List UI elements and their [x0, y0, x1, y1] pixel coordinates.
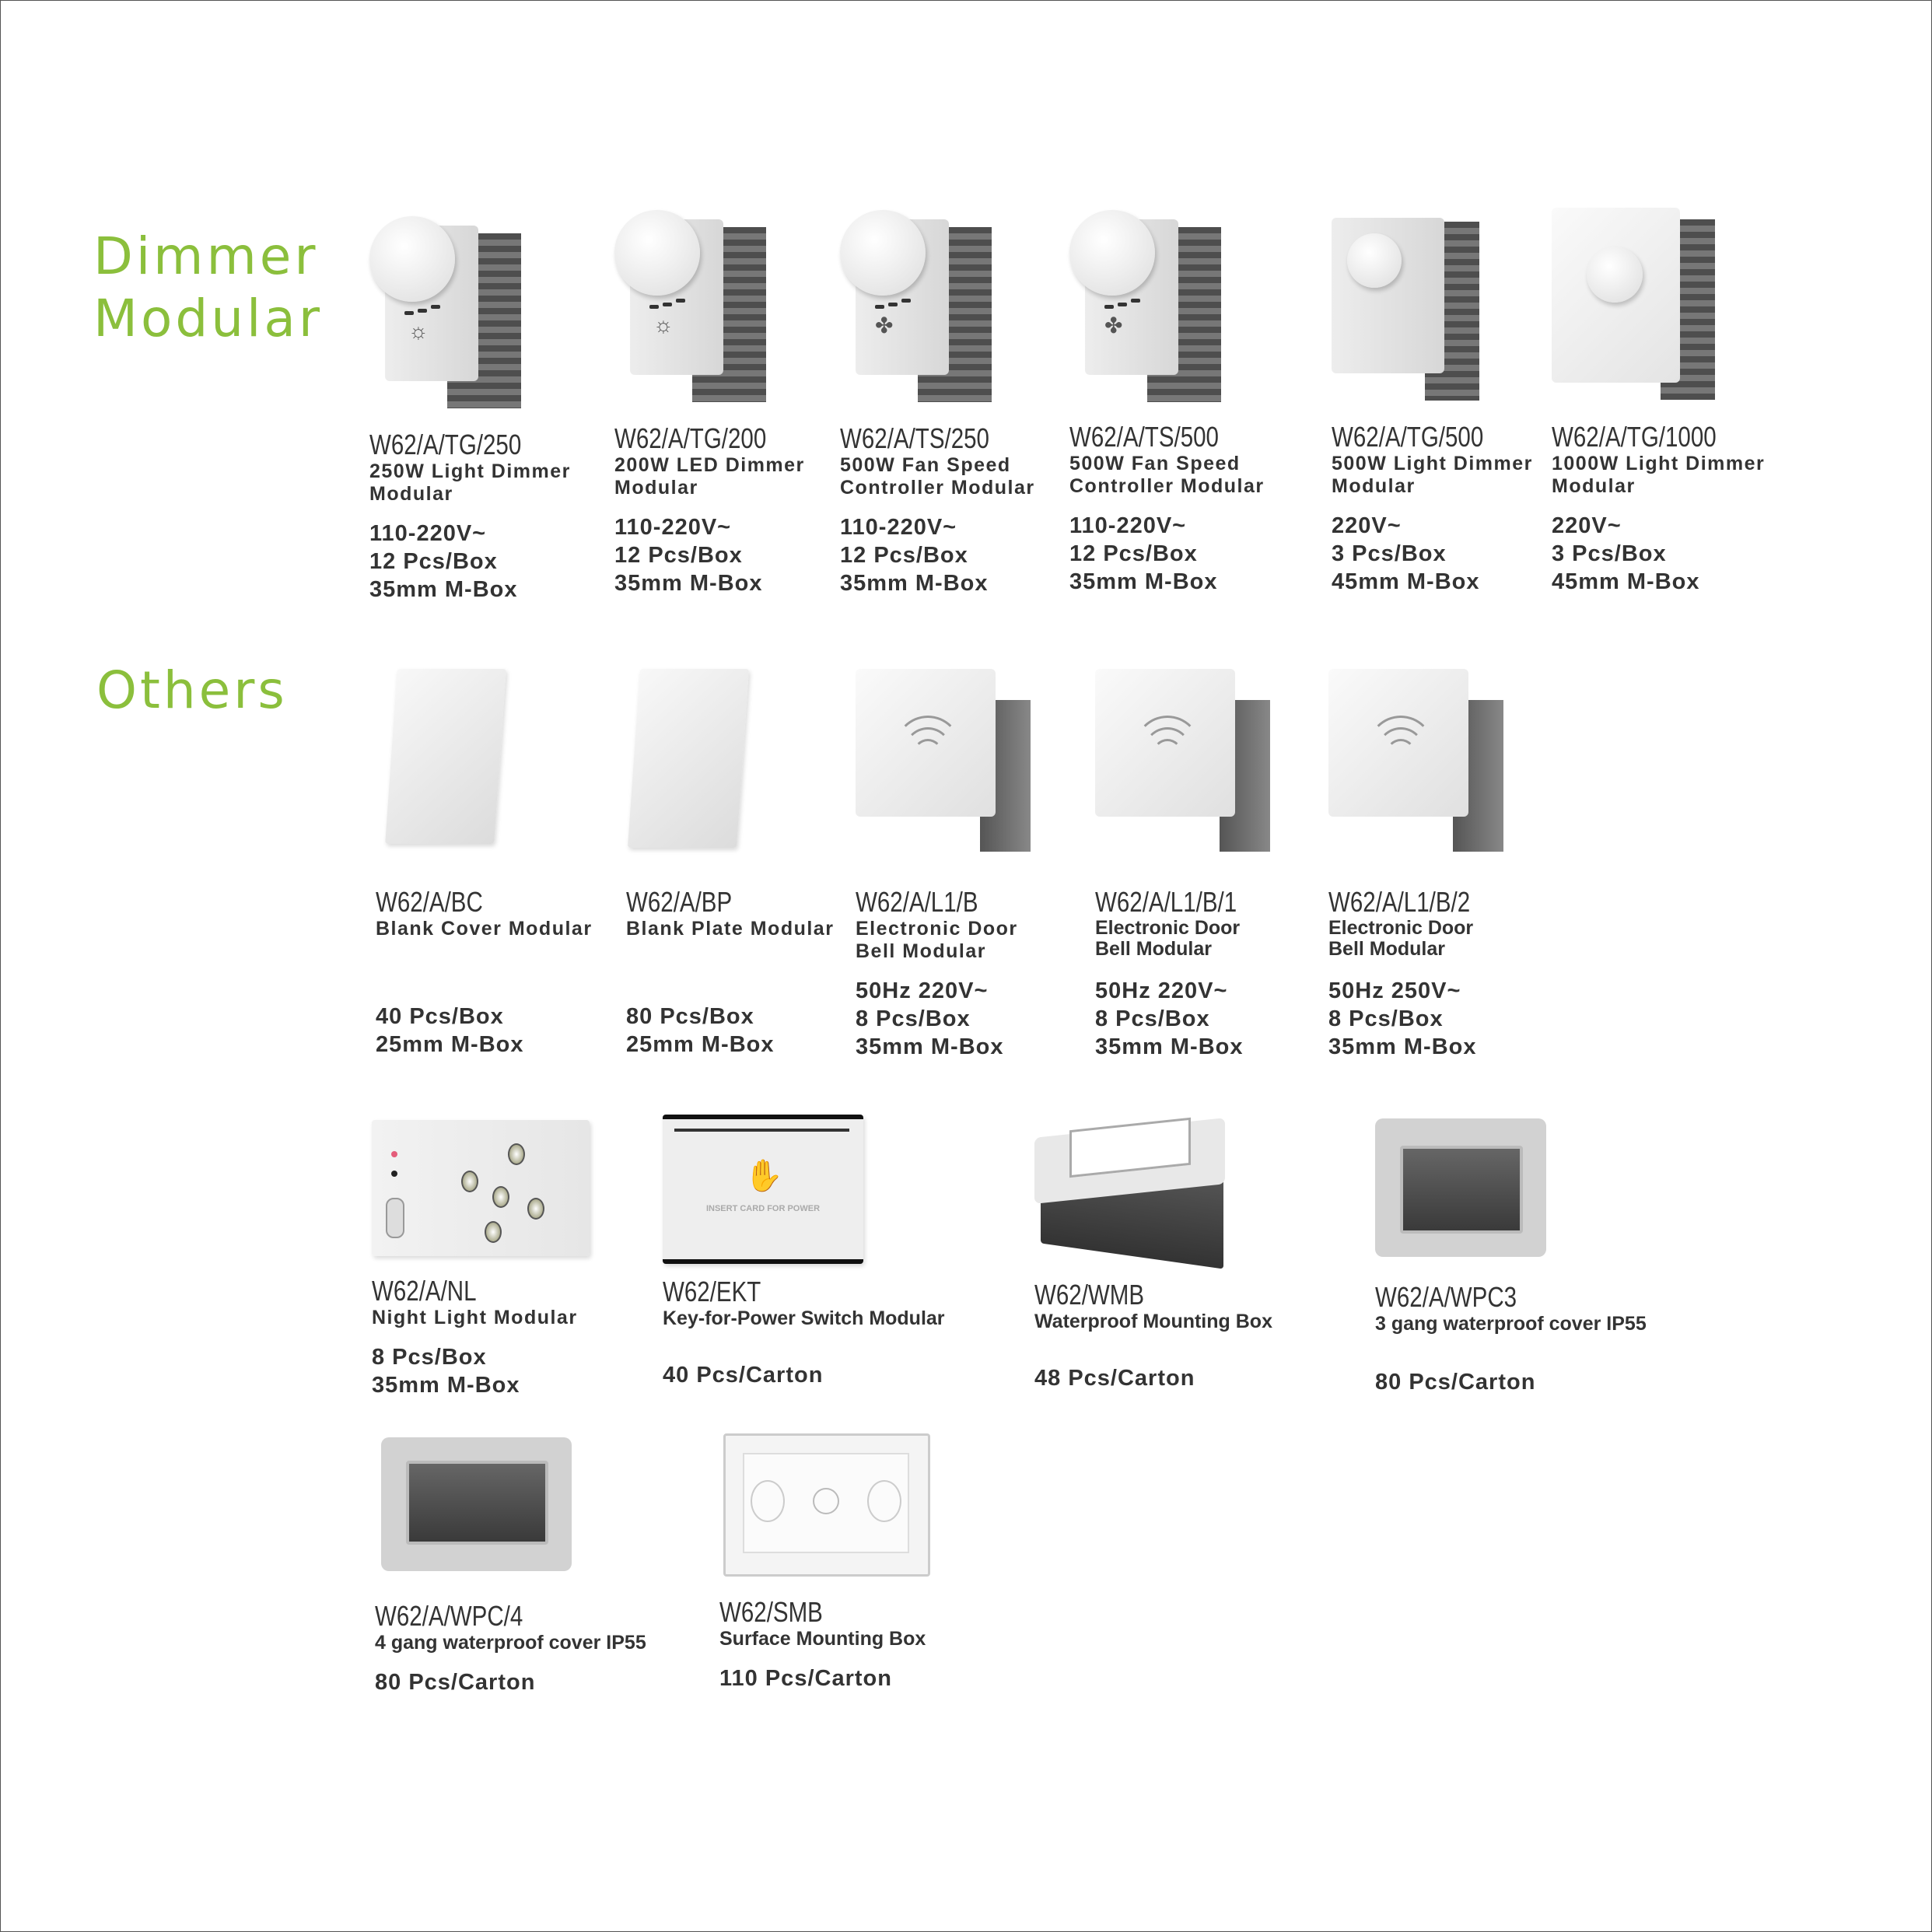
- knob-icon: [1347, 233, 1402, 288]
- product-box: 35mm M-Box: [1095, 1034, 1244, 1059]
- product-qty: 8 Pcs/Box: [1328, 1006, 1444, 1031]
- product-voltage: 50Hz 250V~: [1328, 978, 1461, 1003]
- product-card-dimmer-3[interactable]: [1069, 204, 1265, 596]
- product-code: W62/A/TG/500: [1332, 421, 1484, 453]
- product-code: W62/A/L1/B/2: [1328, 886, 1471, 918]
- product-card-dimmer-2[interactable]: [840, 204, 1035, 597]
- product-code: W62/EKT: [663, 1276, 761, 1307]
- product-image: [1095, 669, 1274, 856]
- product-card-surface-box[interactable]: [719, 1433, 929, 1692]
- product-card-dimmer-1[interactable]: [614, 204, 805, 597]
- product-image: [376, 669, 516, 856]
- product-card-wpc3[interactable]: [1375, 1118, 1647, 1396]
- product-image: [626, 669, 751, 856]
- product-desc-line2: Modular: [1552, 475, 1636, 497]
- product-desc-line1: 4 gang waterproof cover IP55: [375, 1632, 646, 1654]
- product-qty: 8 Pcs/Box: [372, 1345, 487, 1370]
- product-desc-line1: 500W Fan Speed: [1069, 453, 1241, 474]
- knob-icon: [1587, 247, 1643, 303]
- product-code: W62/A/L1/B/1: [1095, 886, 1237, 918]
- product-desc-line1: Electronic Door: [856, 918, 1018, 940]
- product-desc-line1: Electronic Door: [1095, 917, 1241, 939]
- product-code: W62/A/NL: [372, 1275, 477, 1307]
- product-image: [1034, 1112, 1229, 1260]
- product-desc-line2: Bell Modular: [1095, 938, 1213, 960]
- product-code: W62/WMB: [1034, 1279, 1145, 1311]
- product-box: 80 Pcs/Carton: [375, 1670, 536, 1695]
- product-card-door-bell[interactable]: [856, 669, 1034, 1061]
- bulb-icon: ☼: [653, 313, 674, 337]
- product-qty: 3 Pcs/Box: [1552, 541, 1667, 566]
- product-voltage: 220V~: [1552, 513, 1622, 538]
- section-title-dimmer: [93, 226, 323, 350]
- product-code: W62/A/TG/200: [614, 422, 767, 454]
- product-box: 45mm M-Box: [1552, 569, 1700, 594]
- product-card-blank-cover[interactable]: [376, 669, 593, 1059]
- product-desc-line1: 1000W Light Dimmer: [1552, 453, 1766, 474]
- product-box: 48 Pcs/Carton: [1034, 1366, 1195, 1391]
- product-voltage: 110-220V~: [840, 515, 957, 540]
- product-image: [719, 1433, 929, 1577]
- product-box: 25mm M-Box: [376, 1032, 524, 1057]
- product-desc-line1: 200W LED Dimmer: [614, 454, 805, 476]
- product-card-door-bell-2[interactable]: [1328, 669, 1507, 1061]
- product-code: W62/A/TG/1000: [1552, 421, 1717, 453]
- product-box: 35mm M-Box: [1328, 1034, 1477, 1059]
- product-box: 35mm M-Box: [372, 1373, 520, 1398]
- product-desc-line2: Modular: [1332, 475, 1416, 497]
- product-voltage: 110-220V~: [614, 515, 732, 540]
- product-desc-line1: Surface Mounting Box: [719, 1628, 926, 1650]
- product-code: W62/A/BP: [626, 886, 733, 918]
- product-voltage: 50Hz 220V~: [1095, 978, 1228, 1003]
- product-desc-line2: Controller Modular: [840, 477, 1035, 499]
- card-label: INSERT CARD FOR POWER: [705, 1204, 821, 1213]
- product-desc-line1: 3 gang waterproof cover IP55: [1375, 1313, 1647, 1335]
- product-qty: 3 Pcs/Box: [1332, 541, 1447, 566]
- product-card-wpc4[interactable]: [375, 1437, 646, 1696]
- product-card-door-bell-1[interactable]: [1095, 669, 1274, 1061]
- product-qty: 80 Pcs/Box: [626, 1004, 754, 1029]
- product-box: 35mm M-Box: [1069, 569, 1218, 594]
- product-box: 35mm M-Box: [369, 577, 518, 602]
- section-title-line1: Dimmer: [93, 226, 319, 286]
- product-desc-line1: 500W Fan Speed: [840, 454, 1011, 476]
- product-box: 25mm M-Box: [626, 1032, 775, 1057]
- product-voltage: 110-220V~: [1069, 513, 1187, 538]
- bulb-icon: ☼: [408, 319, 429, 343]
- product-image: [1375, 1118, 1548, 1262]
- product-desc-line2: Modular: [369, 483, 453, 505]
- product-qty: 8 Pcs/Box: [1095, 1006, 1210, 1031]
- product-desc-line1: Blank Cover Modular: [376, 918, 593, 940]
- product-desc-line2: Modular: [614, 477, 698, 499]
- product-code: W62/A/WPC/4: [375, 1600, 523, 1632]
- product-desc-line1: 250W Light Dimmer: [369, 460, 571, 482]
- product-voltage: 50Hz 220V~: [856, 978, 989, 1003]
- product-desc-line2: Bell Modular: [856, 940, 987, 962]
- product-desc-line1: Blank Plate Modular: [626, 918, 835, 940]
- product-image: [840, 204, 1011, 406]
- product-image: [372, 1120, 590, 1256]
- product-box: 35mm M-Box: [856, 1034, 1004, 1059]
- card-hand-icon: ✋: [744, 1159, 783, 1193]
- product-desc-line1: 500W Light Dimmer: [1332, 453, 1533, 474]
- product-box: 40 Pcs/Carton: [663, 1363, 824, 1388]
- section-title-line2: Modular: [93, 289, 323, 348]
- product-image: [375, 1437, 573, 1577]
- product-voltage: 220V~: [1332, 513, 1402, 538]
- product-card-dimmer-4[interactable]: [1332, 214, 1533, 596]
- product-qty: 12 Pcs/Box: [369, 549, 498, 574]
- product-qty: 12 Pcs/Box: [1069, 541, 1198, 566]
- product-image: [369, 210, 541, 412]
- product-code: W62/SMB: [719, 1596, 823, 1628]
- product-image: [1069, 204, 1241, 406]
- product-qty: 12 Pcs/Box: [840, 543, 968, 568]
- product-code: W62/A/TS/250: [840, 422, 989, 454]
- product-box: 80 Pcs/Carton: [1375, 1370, 1536, 1395]
- product-image: [856, 669, 1034, 856]
- product-card-blank-plate[interactable]: [626, 669, 834, 1059]
- product-qty: 40 Pcs/Box: [376, 1004, 504, 1029]
- product-card-key-power[interactable]: [663, 1115, 945, 1389]
- product-card-night-light[interactable]: [372, 1120, 590, 1399]
- product-image: [1332, 214, 1487, 404]
- product-image: [1328, 669, 1507, 856]
- section-title-others: Others: [96, 660, 288, 720]
- product-desc-line2: Controller Modular: [1069, 475, 1265, 497]
- product-box: 35mm M-Box: [840, 571, 989, 596]
- fan-icon: ✤: [1104, 313, 1123, 338]
- product-qty: 12 Pcs/Box: [614, 543, 743, 568]
- product-code: W62/A/WPC3: [1375, 1281, 1517, 1313]
- product-card-dimmer-5[interactable]: [1552, 204, 1765, 596]
- product-code: W62/A/BC: [376, 886, 483, 918]
- product-image: [1552, 204, 1723, 404]
- product-qty: 8 Pcs/Box: [856, 1006, 971, 1031]
- product-image: [614, 204, 786, 406]
- product-card-waterproof-box[interactable]: [1034, 1112, 1272, 1392]
- product-desc-line1: Waterproof Mounting Box: [1034, 1311, 1272, 1332]
- product-code: W62/A/L1/B: [856, 886, 978, 918]
- product-card-dimmer-0[interactable]: [369, 210, 571, 604]
- product-code: W62/A/TG/250: [369, 429, 522, 460]
- product-desc-line1: Electronic Door: [1328, 917, 1474, 939]
- product-code: W62/A/TS/500: [1069, 421, 1219, 453]
- product-desc-line1: Night Light Modular: [372, 1307, 578, 1328]
- product-box: 45mm M-Box: [1332, 569, 1480, 594]
- product-desc-line1: Key-for-Power Switch Modular: [663, 1307, 945, 1329]
- product-box: 110 Pcs/Carton: [719, 1666, 892, 1691]
- product-desc-line2: Bell Modular: [1328, 938, 1446, 960]
- product-voltage: 110-220V~: [369, 521, 487, 546]
- product-image: [663, 1115, 865, 1255]
- fan-icon: ✤: [875, 313, 894, 338]
- product-box: 35mm M-Box: [614, 571, 763, 596]
